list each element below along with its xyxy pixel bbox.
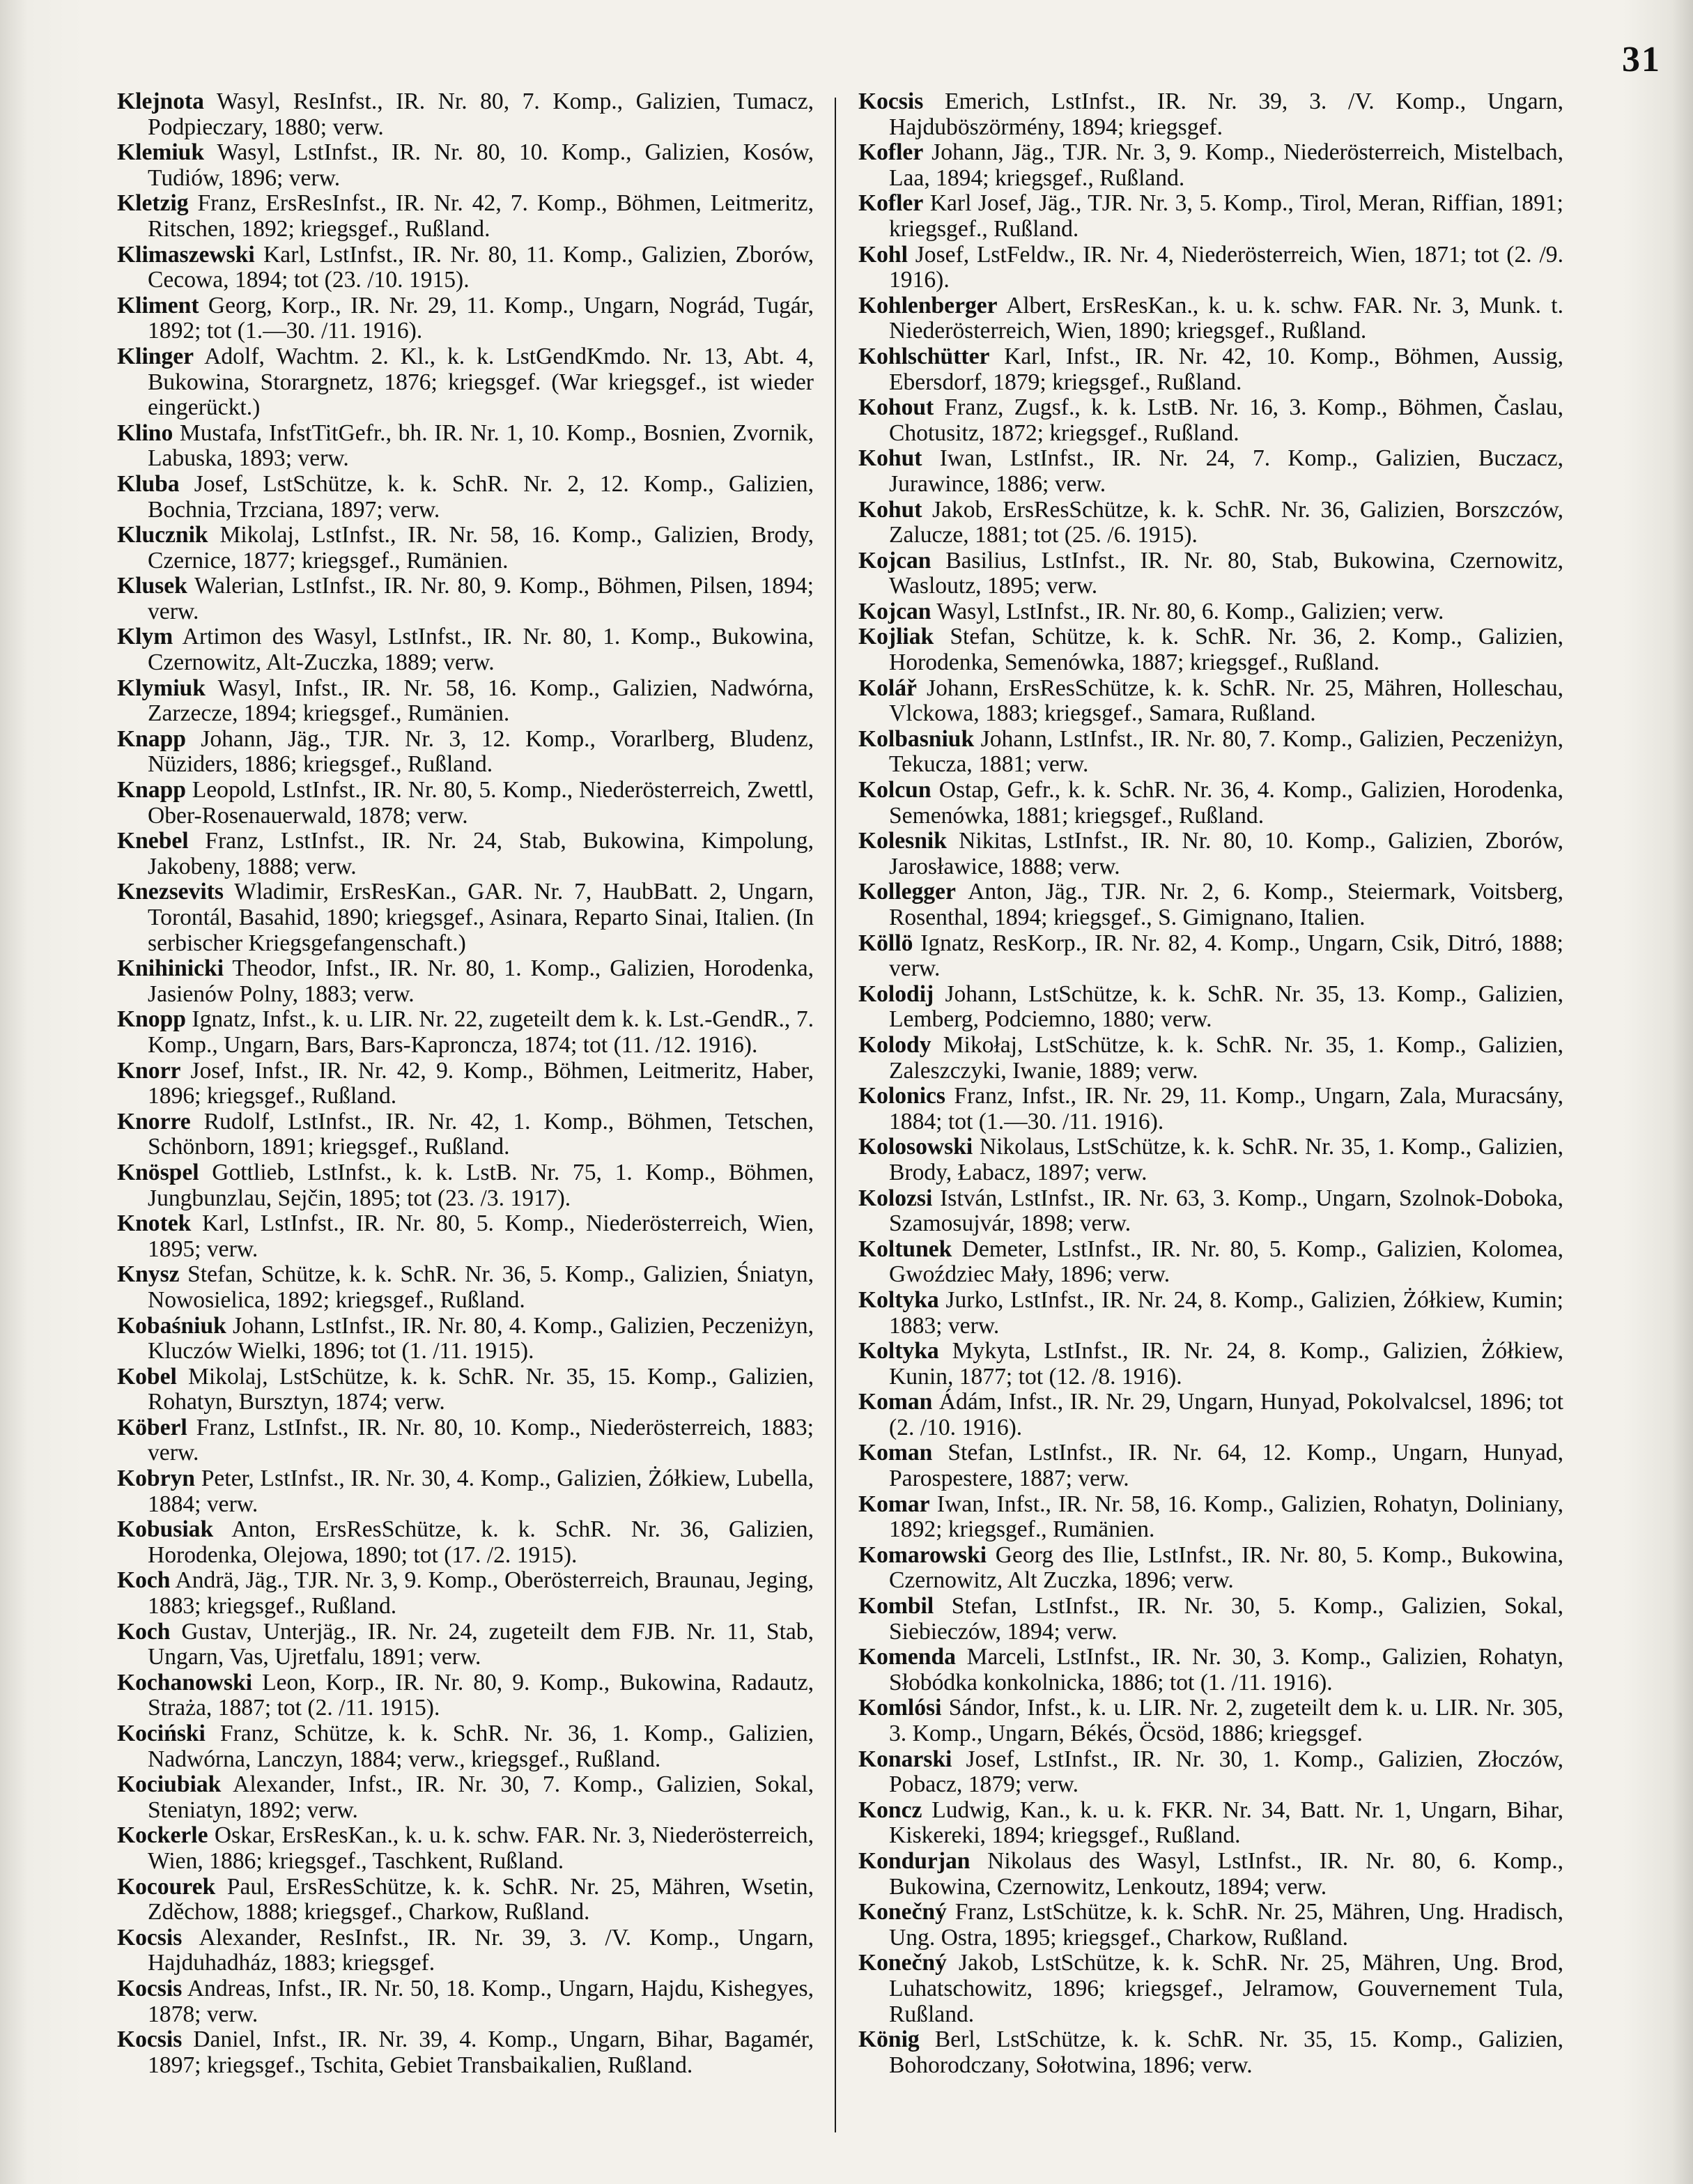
entry-details: Ostap, Gefr., k. k. SchR. Nr. 36, 4. Komp., Galizien, Horodenka, Semenówka, 1881; kriegsgef., Rußland. <box>889 777 1563 829</box>
entry-surname: Kolcun <box>858 777 931 803</box>
list-entry <box>858 446 1563 497</box>
list-entry <box>858 1849 1563 1900</box>
entry-details: Georg, Korp., IR. Nr. 29, 11. Komp., Ungarn, Nográd, Tugár, 1892; tot (1.—30. /11. 1916). <box>148 292 814 344</box>
entry-details: Emerich, LstInfst., IR. Nr. 39, 3. /V. Komp., Ungarn, Hajduböszörmény, 1894; kriegsgef. <box>889 89 1563 140</box>
entry-details: Johann, Jäg., TJR. Nr. 3, 12. Komp., Vorarlberg, Bludenz, Nüziders, 1886; kriegsgef., Rußland. <box>148 725 814 778</box>
list-entry <box>117 574 814 624</box>
list-entry <box>858 1951 1563 2027</box>
entry-details: Andreas, Infst., IR. Nr. 50, 18. Komp., Ungarn, Hajdu, Kishegyes, 1878; verw. <box>148 1975 814 2027</box>
entry-surname: Klimaszewski <box>117 241 255 268</box>
entry-surname: Kolonics <box>858 1083 945 1109</box>
entry-details: Gottlieb, LstInfst., k. k. LstB. Nr. 75, 1. Komp., Böhmen, Jungbunzlau, Sejčin, 1895; tot (23. /3. 1917). <box>148 1159 814 1211</box>
entry-surname: Kocsis <box>858 89 924 114</box>
list-entry <box>117 523 814 574</box>
entry-details: Johann, LstInfst., IR. Nr. 80, 4. Komp., Galizien, Peczeniżyn, Kluczów Wielki, 1896; tot (1. /11. 1915). <box>148 1312 814 1364</box>
entry-surname: Kolozsi <box>858 1185 933 1211</box>
entry-details: Karl Josef, Jäg., TJR. Nr. 3, 5. Komp., Tirol, Meran, Riffian, 1891; kriegsgef., Rußland. <box>889 190 1563 242</box>
entry-surname: Kondurjan <box>858 1847 971 1874</box>
entry-details: Karl, LstInfst., IR. Nr. 80, 5. Komp., Niederösterreich, Wien, 1895; verw. <box>148 1210 814 1262</box>
list-entry <box>858 1543 1563 1594</box>
entry-surname: Kollegger <box>858 879 956 905</box>
entry-details: Wasyl, ResInfst., IR. Nr. 80, 7. Komp., Galizien, Tumacz, Podpieczary, 1880; verw. <box>148 89 814 140</box>
entry-details: Franz, LstInfst., IR. Nr. 24, Stab, Bukowina, Kimpolung, Jakobeny, 1888; verw. <box>148 828 814 879</box>
entry-surname: Konečný <box>858 1950 947 1976</box>
list-entry <box>117 879 814 956</box>
entry-details: Karl, LstInfst., IR. Nr. 80, 11. Komp., Galizien, Zborów, Cecowa, 1894; tot (23. /10. 1915). <box>148 241 814 293</box>
list-entry <box>858 1135 1563 1185</box>
list-entry <box>117 829 814 879</box>
entry-surname: Komar <box>858 1491 930 1517</box>
entry-surname: Koch <box>117 1567 171 1594</box>
list-entry <box>117 1721 814 1772</box>
entry-surname: Komarowski <box>858 1541 987 1568</box>
entry-surname: Kociubiak <box>117 1771 222 1798</box>
list-entry <box>858 191 1563 242</box>
list-entry <box>117 2027 814 2078</box>
entry-surname: Kolodij <box>858 981 934 1007</box>
entry-details: Jakob, ErsResSchütze, k. k. SchR. Nr. 36, Galizien, Borszczów, Zalucze, 1881; tot (25. /6. 1915). <box>889 496 1563 548</box>
entry-details: Peter, LstInfst., IR. Nr. 30, 4. Komp., Galizien, Żółkiew, Lubella, 1884; verw. <box>148 1466 814 1517</box>
entry-details: Franz, ErsResInfst., IR. Nr. 42, 7. Komp., Böhmen, Leitmeritz, Ritschen, 1892; kriegsgef., Rußland. <box>148 190 814 242</box>
list-entry <box>117 1109 814 1160</box>
list-entry <box>858 1390 1563 1440</box>
entry-surname: Kolody <box>858 1031 931 1058</box>
entry-surname: Knebel <box>117 828 189 854</box>
entry-surname: Kobel <box>117 1363 177 1390</box>
entry-details: Johann, Jäg., TJR. Nr. 3, 9. Komp., Niederösterreich, Mistelbach, Laa, 1894; kriegsgef., Rußland. <box>889 139 1563 191</box>
entry-details: Ignatz, ResKorp., IR. Nr. 82, 4. Komp., Ungarn, Csik, Ditró, 1888; verw. <box>889 930 1563 982</box>
right-column <box>858 89 1563 2078</box>
entry-surname: Komlósi <box>858 1695 942 1721</box>
entry-surname: Komenda <box>858 1644 956 1670</box>
entry-details: Basilius, LstInfst., IR. Nr. 80, Stab, Bukowina, Czernowitz, Wasloutz, 1895; verw. <box>889 547 1563 599</box>
entry-details: Nikolaus des Wasyl, LstInfst., IR. Nr. 80, 6. Komp., Bukowina, Czernowitz, Lenkoutz, 1894; verw. <box>889 1847 1563 1900</box>
entry-surname: Kliment <box>117 292 199 318</box>
entry-surname: Kolosowski <box>858 1134 973 1160</box>
entry-surname: Knotek <box>117 1210 192 1237</box>
entry-details: Sándor, Infst., k. u. LIR. Nr. 2, zugeteilt dem k. u. LIR. Nr. 305, 3. Komp., Ungarn, Békés, Öcsöd, 1886; kriegsgef. <box>889 1695 1563 1746</box>
entry-surname: Knysz <box>117 1261 180 1288</box>
entry-details: Nikitas, LstInfst., IR. Nr. 80, 10. Komp., Galizien, Zborów, Jarosławice, 1888; verw. <box>889 828 1563 879</box>
entry-surname: Knapp <box>117 725 186 752</box>
entry-details: Josef, Infst., IR. Nr. 42, 9. Komp., Böhmen, Leitmeritz, Haber, 1896; kriegsgef., Rußland. <box>148 1057 814 1109</box>
entry-surname: Kohut <box>858 496 922 523</box>
entry-details: Ádám, Infst., IR. Nr. 29, Ungarn, Hunyad, Pokolvalcsel, 1896; tot (2. /10. 1916). <box>889 1389 1563 1440</box>
list-entry <box>117 1925 814 1976</box>
entry-surname: Klemiuk <box>117 139 204 166</box>
list-entry <box>117 293 814 344</box>
list-entry <box>117 956 814 1007</box>
list-entry <box>858 982 1563 1033</box>
list-entry <box>858 1900 1563 1951</box>
entry-details: Mikolaj, LstSchütze, k. k. SchR. Nr. 35, 15. Komp., Galizien, Rohatyn, Bursztyn, 1874; verw. <box>148 1363 814 1415</box>
entry-surname: Knorre <box>117 1108 191 1135</box>
entry-surname: Kolesnik <box>858 828 947 854</box>
entry-details: Johann, LstInfst., IR. Nr. 80, 7. Komp., Galizien, Peczeniżyn, Tekucza, 1881; verw. <box>889 725 1563 778</box>
entry-details: Gustav, Unterjäg., IR. Nr. 24, zugeteilt dem FJB. Nr. 11, Stab, Ungarn, Vas, Ujretfalu, 1891; verw. <box>148 1618 814 1670</box>
entry-details: Mykyta, LstInfst., IR. Nr. 24, 8. Komp., Galizien, Żółkiew, Kunin, 1877; tot (12. /8. 1916). <box>889 1338 1563 1390</box>
column-divider <box>835 98 836 2132</box>
entry-surname: Kockerle <box>117 1822 208 1849</box>
entry-details: Josef, LstFeldw., IR. Nr. 4, Niederösterreich, Wien, 1871; tot (2. /9. 1916). <box>889 241 1563 293</box>
entry-surname: Kojcan <box>858 598 931 624</box>
entry-details: Stefan, LstInfst., IR. Nr. 64, 12. Komp., Ungarn, Hunyad, Parospestere, 1887; verw. <box>889 1440 1563 1492</box>
list-entry <box>117 1517 814 1568</box>
entry-details: Wasyl, LstInfst., IR. Nr. 80, 6. Komp., Galizien; verw. <box>931 598 1444 624</box>
list-entry <box>117 191 814 242</box>
list-entry <box>858 1033 1563 1084</box>
list-entry <box>117 1620 814 1670</box>
entry-details: Paul, ErsResSchütze, k. k. SchR. Nr. 25, Mähren, Wsetin, Zděchow, 1888; kriegsgef., Charkow, Rußland. <box>148 1873 814 1925</box>
entry-details: Georg des Ilie, LstInfst., IR. Nr. 80, 5. Komp., Bukowina, Czernowitz, Alt Zuczka, 1896; verw. <box>889 1541 1563 1594</box>
entry-details: Josef, LstInfst., IR. Nr. 30, 1. Komp., Galizien, Złoczów, Pobacz, 1879; verw. <box>889 1746 1563 1798</box>
entry-details: Demeter, LstInfst., IR. Nr. 80, 5. Komp., Galizien, Kolomea, Gwoździec Mały, 1896; verw. <box>889 1236 1563 1288</box>
list-entry <box>858 140 1563 191</box>
entry-surname: Koch <box>117 1618 171 1645</box>
entry-surname: Knorr <box>117 1057 181 1084</box>
entry-surname: Klinger <box>117 343 194 369</box>
entry-surname: Kociński <box>117 1721 206 1746</box>
page-number: 31 <box>1622 40 1661 79</box>
entry-details: Franz, Infst., IR. Nr. 29, 11. Komp., Ungarn, Zala, Muracsány, 1884; tot (1.—30. /11. 1916). <box>889 1083 1563 1135</box>
entry-surname: Kocourek <box>117 1873 216 1900</box>
list-entry <box>858 1186 1563 1237</box>
list-entry <box>117 1364 814 1415</box>
list-entry <box>858 243 1563 293</box>
list-entry <box>117 727 814 778</box>
list-entry <box>117 1670 814 1721</box>
entry-details: Anton, Jäg., TJR. Nr. 2, 6. Komp., Steiermark, Voitsberg, Rosenthal, 1894; kriegsgef., S. Gimignano, Italien. <box>889 879 1563 930</box>
entry-surname: Kocsis <box>117 1924 183 1951</box>
list-entry <box>858 1798 1563 1849</box>
entry-surname: Kohlenberger <box>858 292 998 318</box>
entry-details: Anton, ErsResSchütze, k. k. SchR. Nr. 36, Galizien, Horodenka, Olejowa, 1890; tot (17. /2. 1915). <box>148 1516 814 1568</box>
list-entry <box>858 2027 1563 2078</box>
entry-surname: König <box>858 2027 920 2053</box>
entry-details: Mikolaj, LstInfst., IR. Nr. 58, 16. Komp., Galizien, Brody, Czernice, 1877; kriegsgef., Rumänien. <box>148 522 814 574</box>
entry-surname: Kolář <box>858 675 917 701</box>
list-entry <box>858 1084 1563 1135</box>
list-entry <box>117 421 814 472</box>
entry-surname: Kojliak <box>858 624 934 650</box>
list-entry <box>858 727 1563 778</box>
entry-details: Wasyl, LstInfst., IR. Nr. 80, 10. Komp., Galizien, Kosów, Tudiów, 1896; verw. <box>148 139 814 191</box>
list-entry <box>117 676 814 727</box>
entry-surname: Kolbasniuk <box>858 725 975 752</box>
list-entry <box>858 498 1563 548</box>
left-column <box>117 89 814 2078</box>
entry-details: Artimon des Wasyl, LstInfst., IR. Nr. 80, 1. Komp., Bukowina, Czernowitz, Alt-Zuczka, 1889; verw. <box>148 624 814 676</box>
entry-details: Nikolaus, LstSchütze, k. k. SchR. Nr. 35, 1. Komp., Galizien, Brody, Łabacz, 1897; verw. <box>889 1134 1563 1185</box>
entry-surname: Kojcan <box>858 547 931 574</box>
list-entry <box>117 1211 814 1262</box>
list-entry <box>117 140 814 191</box>
list-entry <box>117 1007 814 1058</box>
entry-details: Leon, Korp., IR. Nr. 80, 9. Komp., Bukowina, Radautz, Straża, 1887; tot (2. /11. 1915). <box>148 1669 814 1721</box>
entry-details: Alexander, Infst., IR. Nr. 30, 7. Komp., Galizien, Sokal, Steniatyn, 1892; verw. <box>148 1771 814 1823</box>
list-entry <box>117 89 814 140</box>
entry-surname: Knopp <box>117 1006 186 1033</box>
entry-surname: Kobryn <box>117 1466 195 1492</box>
list-entry <box>858 778 1563 829</box>
list-entry <box>117 1823 814 1874</box>
entry-surname: Köberl <box>117 1414 187 1440</box>
entry-details: Leopold, LstInfst., IR. Nr. 80, 5. Komp., Niederösterreich, Zwettl, Ober-Rosenauerwald, 1878; verw. <box>148 777 814 829</box>
entry-details: Wasyl, Infst., IR. Nr. 58, 16. Komp., Galizien, Nadwórna, Zarzecze, 1894; kriegsgef., Rumänien. <box>148 675 814 727</box>
entry-surname: Kocsis <box>117 1975 183 2001</box>
list-entry <box>858 931 1563 982</box>
entry-surname: Kochanowski <box>117 1669 253 1695</box>
entry-details: Iwan, Infst., IR. Nr. 58, 16. Komp., Galizien, Rohatyn, Doliniany, 1892; kriegsgef., Rumänien. <box>889 1491 1563 1543</box>
entry-details: Alexander, ResInfst., IR. Nr. 39, 3. /V. Komp., Ungarn, Hajduhadház, 1883; kriegsgef. <box>148 1924 814 1976</box>
entry-surname: Kohut <box>858 445 922 472</box>
entry-surname: Klusek <box>117 573 187 599</box>
entry-details: Adolf, Wachtm. 2. Kl., k. k. LstGendKmdo. Nr. 13, Abt. 4, Bukowina, Storargnetz, 1876; kriegsgef. (War kriegsgef., ist wieder eingerückt.) <box>148 343 814 421</box>
entry-surname: Kobusiak <box>117 1516 214 1543</box>
list-entry <box>117 778 814 829</box>
list-entry <box>858 1645 1563 1695</box>
list-entry <box>858 293 1563 344</box>
entry-surname: Kluba <box>117 470 180 497</box>
entry-surname: Knezsevits <box>117 879 224 905</box>
list-entry <box>858 1594 1563 1645</box>
entry-details: Karl, Infst., IR. Nr. 42, 10. Komp., Böhmen, Aussig, Ebersdorf, 1879; kriegsgef., Rußland. <box>889 343 1563 395</box>
entry-surname: Klucznik <box>117 522 208 548</box>
entry-surname: Kobaśniuk <box>117 1312 226 1339</box>
entry-surname: Kombil <box>858 1593 934 1620</box>
entry-details: Wladimir, ErsResKan., GAR. Nr. 7, HaubBatt. 2, Ungarn, Torontál, Basahid, 1890; kriegsgef., Asinara, Reparto Sinai, Italien. (In serbischer Kriegsgefangenschaft.) <box>148 879 814 956</box>
entry-details: Josef, LstSchütze, k. k. SchR. Nr. 2, 12. Komp., Galizien, Bochnia, Trzciana, 1897; verw. <box>148 470 814 523</box>
list-entry <box>858 1237 1563 1288</box>
entry-details: Mustafa, InfstTitGefr., bh. IR. Nr. 1, 10. Komp., Bosnien, Zvornik, Labuska, 1893; verw. <box>148 420 814 472</box>
list-entry <box>858 624 1563 675</box>
entry-details: Berl, LstSchütze, k. k. SchR. Nr. 35, 15. Komp., Galizien, Bohorodczany, Sołotwina, 1896; verw. <box>889 2027 1563 2078</box>
entry-surname: Konečný <box>858 1899 947 1925</box>
entry-details: Jakob, LstSchütze, k. k. SchR. Nr. 25, Mähren, Ung. Brod, Luhatschowitz, 1896; kriegsgef., Jelramow, Gouvernement Tula, Rußland. <box>889 1950 1563 2027</box>
entry-details: Franz, LstInfst., IR. Nr. 80, 10. Komp., Niederösterreich, 1883; verw. <box>148 1414 814 1466</box>
list-entry <box>117 1772 814 1823</box>
list-entry <box>858 829 1563 879</box>
list-entry <box>858 599 1563 625</box>
list-entry <box>117 1160 814 1211</box>
list-entry <box>117 1314 814 1364</box>
entry-details: Oskar, ErsResKan., k. u. k. schw. FAR. Nr. 3, Niederösterreich, Wien, 1886; kriegsgef., Taschkent, Rußland. <box>148 1822 814 1874</box>
list-entry <box>117 243 814 293</box>
entry-details: Ignatz, Infst., k. u. LIR. Nr. 22, zugeteilt dem k. k. Lst.-GendR., 7. Komp., Ungarn, Bars, Bars-Kapronсza, 1874; tot (11. /12. 1916). <box>148 1006 814 1058</box>
entry-surname: Klejnota <box>117 89 204 114</box>
entry-surname: Kletzig <box>117 190 189 217</box>
entry-details: Jurko, LstInfst., IR. Nr. 24, 8. Komp., Galizien, Żółkiew, Kumin; 1883; verw. <box>889 1286 1563 1339</box>
entry-surname: Knapp <box>117 777 186 803</box>
list-entry <box>858 676 1563 727</box>
entry-surname: Koltyka <box>858 1286 939 1313</box>
entry-details: Franz, Zugsf., k. k. LstB. Nr. 16, 3. Komp., Böhmen, Časlau, Chotusitz, 1872; kriegsgef., Rußland. <box>889 394 1563 446</box>
entry-details: Rudolf, LstInfst., IR. Nr. 42, 1. Komp., Böhmen, Tetschen, Schönborn, 1891; kriegsgef., Rußland. <box>148 1108 814 1160</box>
entry-details: Albert, ErsResKan., k. u. k. schw. FAR. Nr. 3, Munk. t. Niederösterreich, Wien, 1890; kriegsgef., Rußland. <box>889 292 1563 344</box>
list-entry <box>858 1288 1563 1339</box>
list-entry <box>858 344 1563 395</box>
list-entry <box>117 1059 814 1109</box>
list-entry <box>858 1747 1563 1798</box>
entry-surname: Kofler <box>858 139 924 166</box>
entry-details: István, LstInfst., IR. Nr. 63, 3. Komp., Ungarn, Szolnok-Doboka, Szamosujvár, 1898; verw. <box>889 1185 1563 1237</box>
entry-details: Marceli, LstInfst., IR. Nr. 30, 3. Komp., Galizien, Rohatyn, Słobódka konkolnicka, 1886; tot (1. /11. 1916). <box>889 1644 1563 1695</box>
entry-surname: Kohlschütter <box>858 343 990 369</box>
entry-details: Daniel, Infst., IR. Nr. 39, 4. Komp., Ungarn, Bihar, Bagamér, 1897; kriegsgef., Tschita, Gebiet Transbaikalien, Rußland. <box>148 2027 814 2078</box>
entry-surname: Köllö <box>858 930 913 956</box>
entry-surname: Klymiuk <box>117 675 206 701</box>
entry-details: Stefan, LstInfst., IR. Nr. 30, 5. Komp., Galizien, Sokal, Siebieczów, 1894; verw. <box>889 1593 1563 1645</box>
entry-details: Johann, ErsResSchütze, k. k. SchR. Nr. 25, Mähren, Holleschau, Vlckowa, 1883; kriegsgef., Samara, Rußland. <box>889 675 1563 727</box>
entry-details: Johann, LstSchütze, k. k. SchR. Nr. 35, 13. Komp., Galizien, Lemberg, Podciemno, 1880; verw. <box>889 981 1563 1033</box>
entry-surname: Koltyka <box>858 1338 939 1364</box>
list-entry <box>858 879 1563 930</box>
list-entry <box>858 548 1563 599</box>
entry-surname: Kocsis <box>117 2027 183 2053</box>
entry-details: Walerian, LstInfst., IR. Nr. 80, 9. Komp., Böhmen, Pilsen, 1894; verw. <box>148 573 814 624</box>
entry-details: Iwan, LstInfst., IR. Nr. 24, 7. Komp., Galizien, Buczacz, Jurawince, 1886; verw. <box>889 445 1563 497</box>
list-entry <box>858 1339 1563 1390</box>
list-entry <box>117 624 814 675</box>
list-entry <box>858 1695 1563 1746</box>
list-entry <box>117 344 814 421</box>
list-entry <box>117 1976 814 2027</box>
entry-surname: Klino <box>117 420 173 446</box>
entry-surname: Knöspel <box>117 1159 199 1185</box>
entry-details: Theodor, Infst., IR. Nr. 80, 1. Komp., Galizien, Horodenka, Jasienów Polny, 1883; verw. <box>148 955 814 1007</box>
entry-details: Mikołaj, LstSchütze, k. k. SchR. Nr. 35, 1. Komp., Galizien, Zaleszczyki, Iwanie, 1889; verw. <box>889 1031 1563 1084</box>
entry-details: Franz, Schütze, k. k. SchR. Nr. 36, 1. Komp., Galizien, Nadwórna, Lanczyn, 1884; verw., kriegsgef., Rußland. <box>148 1721 814 1772</box>
list-entry <box>858 89 1563 140</box>
list-entry <box>117 1262 814 1313</box>
entry-details: Andrä, Jäg., TJR. Nr. 3, 9. Komp., Oberösterreich, Braunau, Jeging, 1883; kriegsgef., Rußland. <box>148 1567 814 1620</box>
entry-surname: Klym <box>117 624 173 650</box>
list-entry <box>858 1440 1563 1491</box>
entry-surname: Konarski <box>858 1746 952 1772</box>
list-entry <box>858 1492 1563 1543</box>
entry-surname: Knihinicki <box>117 955 224 982</box>
list-entry <box>117 472 814 523</box>
list-entry <box>117 1568 814 1619</box>
list-entry <box>117 1466 814 1517</box>
list-entry <box>117 1875 814 1925</box>
entry-surname: Kohout <box>858 394 934 421</box>
entry-surname: Koman <box>858 1440 933 1466</box>
entry-details: Ludwig, Kan., k. u. k. FKR. Nr. 34, Batt. Nr. 1, Ungarn, Bihar, Kiskereki, 1894; kriegsgef., Rußland. <box>889 1797 1563 1849</box>
entry-details: Franz, LstSchütze, k. k. SchR. Nr. 25, Mähren, Ung. Hradisch, Ung. Ostra, 1895; kriegsgef., Charkow, Rußland. <box>889 1899 1563 1951</box>
entry-surname: Koncz <box>858 1797 922 1823</box>
entry-surname: Kofler <box>858 190 924 217</box>
entry-surname: Kohl <box>858 241 908 268</box>
entry-surname: Koman <box>858 1389 933 1415</box>
list-entry <box>117 1415 814 1466</box>
entry-surname: Koltunek <box>858 1236 952 1262</box>
entry-details: Stefan, Schütze, k. k. SchR. Nr. 36, 2. Komp., Galizien, Horodenka, Semenówka, 1887; kriegsgef., Rußland. <box>889 624 1563 676</box>
list-entry <box>858 395 1563 446</box>
entry-details: Stefan, Schütze, k. k. SchR. Nr. 36, 5. Komp., Galizien, Śniatyn, Nowosielica, 1892; kriegsgef., Rußland. <box>148 1261 814 1313</box>
